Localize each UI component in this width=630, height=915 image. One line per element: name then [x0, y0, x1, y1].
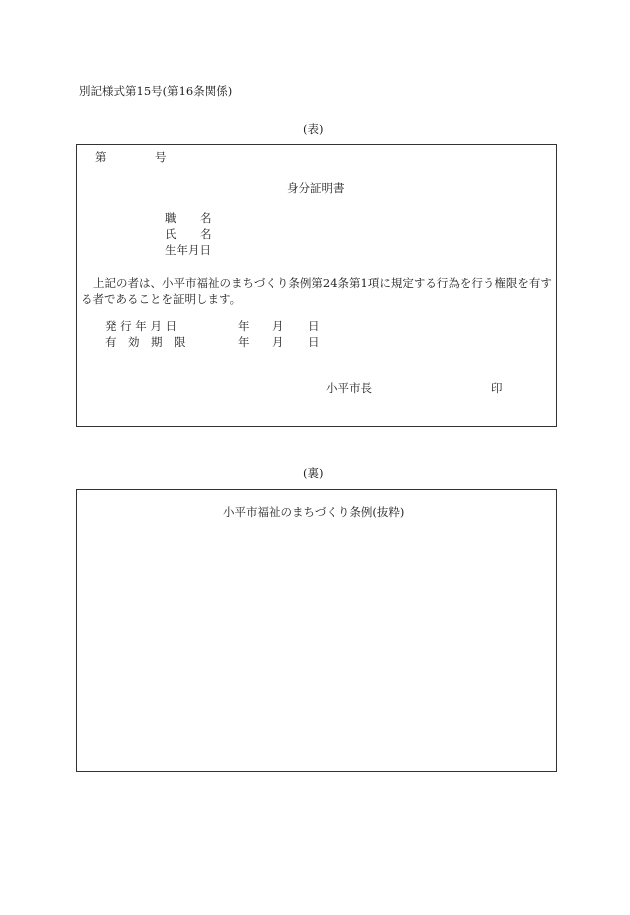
position-label-2: 名 [200, 211, 212, 225]
card-number-suffix: 号 [155, 150, 167, 164]
card-title: 身分証明書 [287, 181, 345, 195]
form-number: 別記様式第15号(第16条関係) [79, 84, 233, 98]
issue-year: 年 [238, 319, 250, 333]
name-label: 氏 [165, 227, 177, 241]
seal-mark: 印 [491, 381, 503, 395]
id-card-back [76, 489, 557, 772]
valid-day: 日 [308, 335, 320, 349]
validity-label: 有 効 期 限 [105, 335, 186, 349]
ordinance-excerpt-title: 小平市福祉のまちづくり条例(抜粋) [223, 505, 405, 519]
issue-date-label: 発 行 年 月 日 [105, 319, 178, 333]
issuer-name: 小平市長 [326, 381, 372, 395]
front-side-label: (表) [303, 122, 324, 136]
birthdate-label: 生年月日 [165, 243, 211, 257]
back-side-label: (裏) [303, 466, 324, 480]
name-label-2: 名 [200, 227, 212, 241]
position-label: 職 [165, 211, 177, 225]
certification-text: 上記の者は、小平市福祉のまちづくり条例第24条第1項に規定する行為を行う権限を有する者であることを証明します。 [81, 276, 552, 306]
card-number-prefix: 第 [95, 150, 107, 164]
issue-month: 月 [272, 319, 284, 333]
valid-month: 月 [272, 335, 284, 349]
valid-year: 年 [238, 335, 250, 349]
issue-day: 日 [308, 319, 320, 333]
